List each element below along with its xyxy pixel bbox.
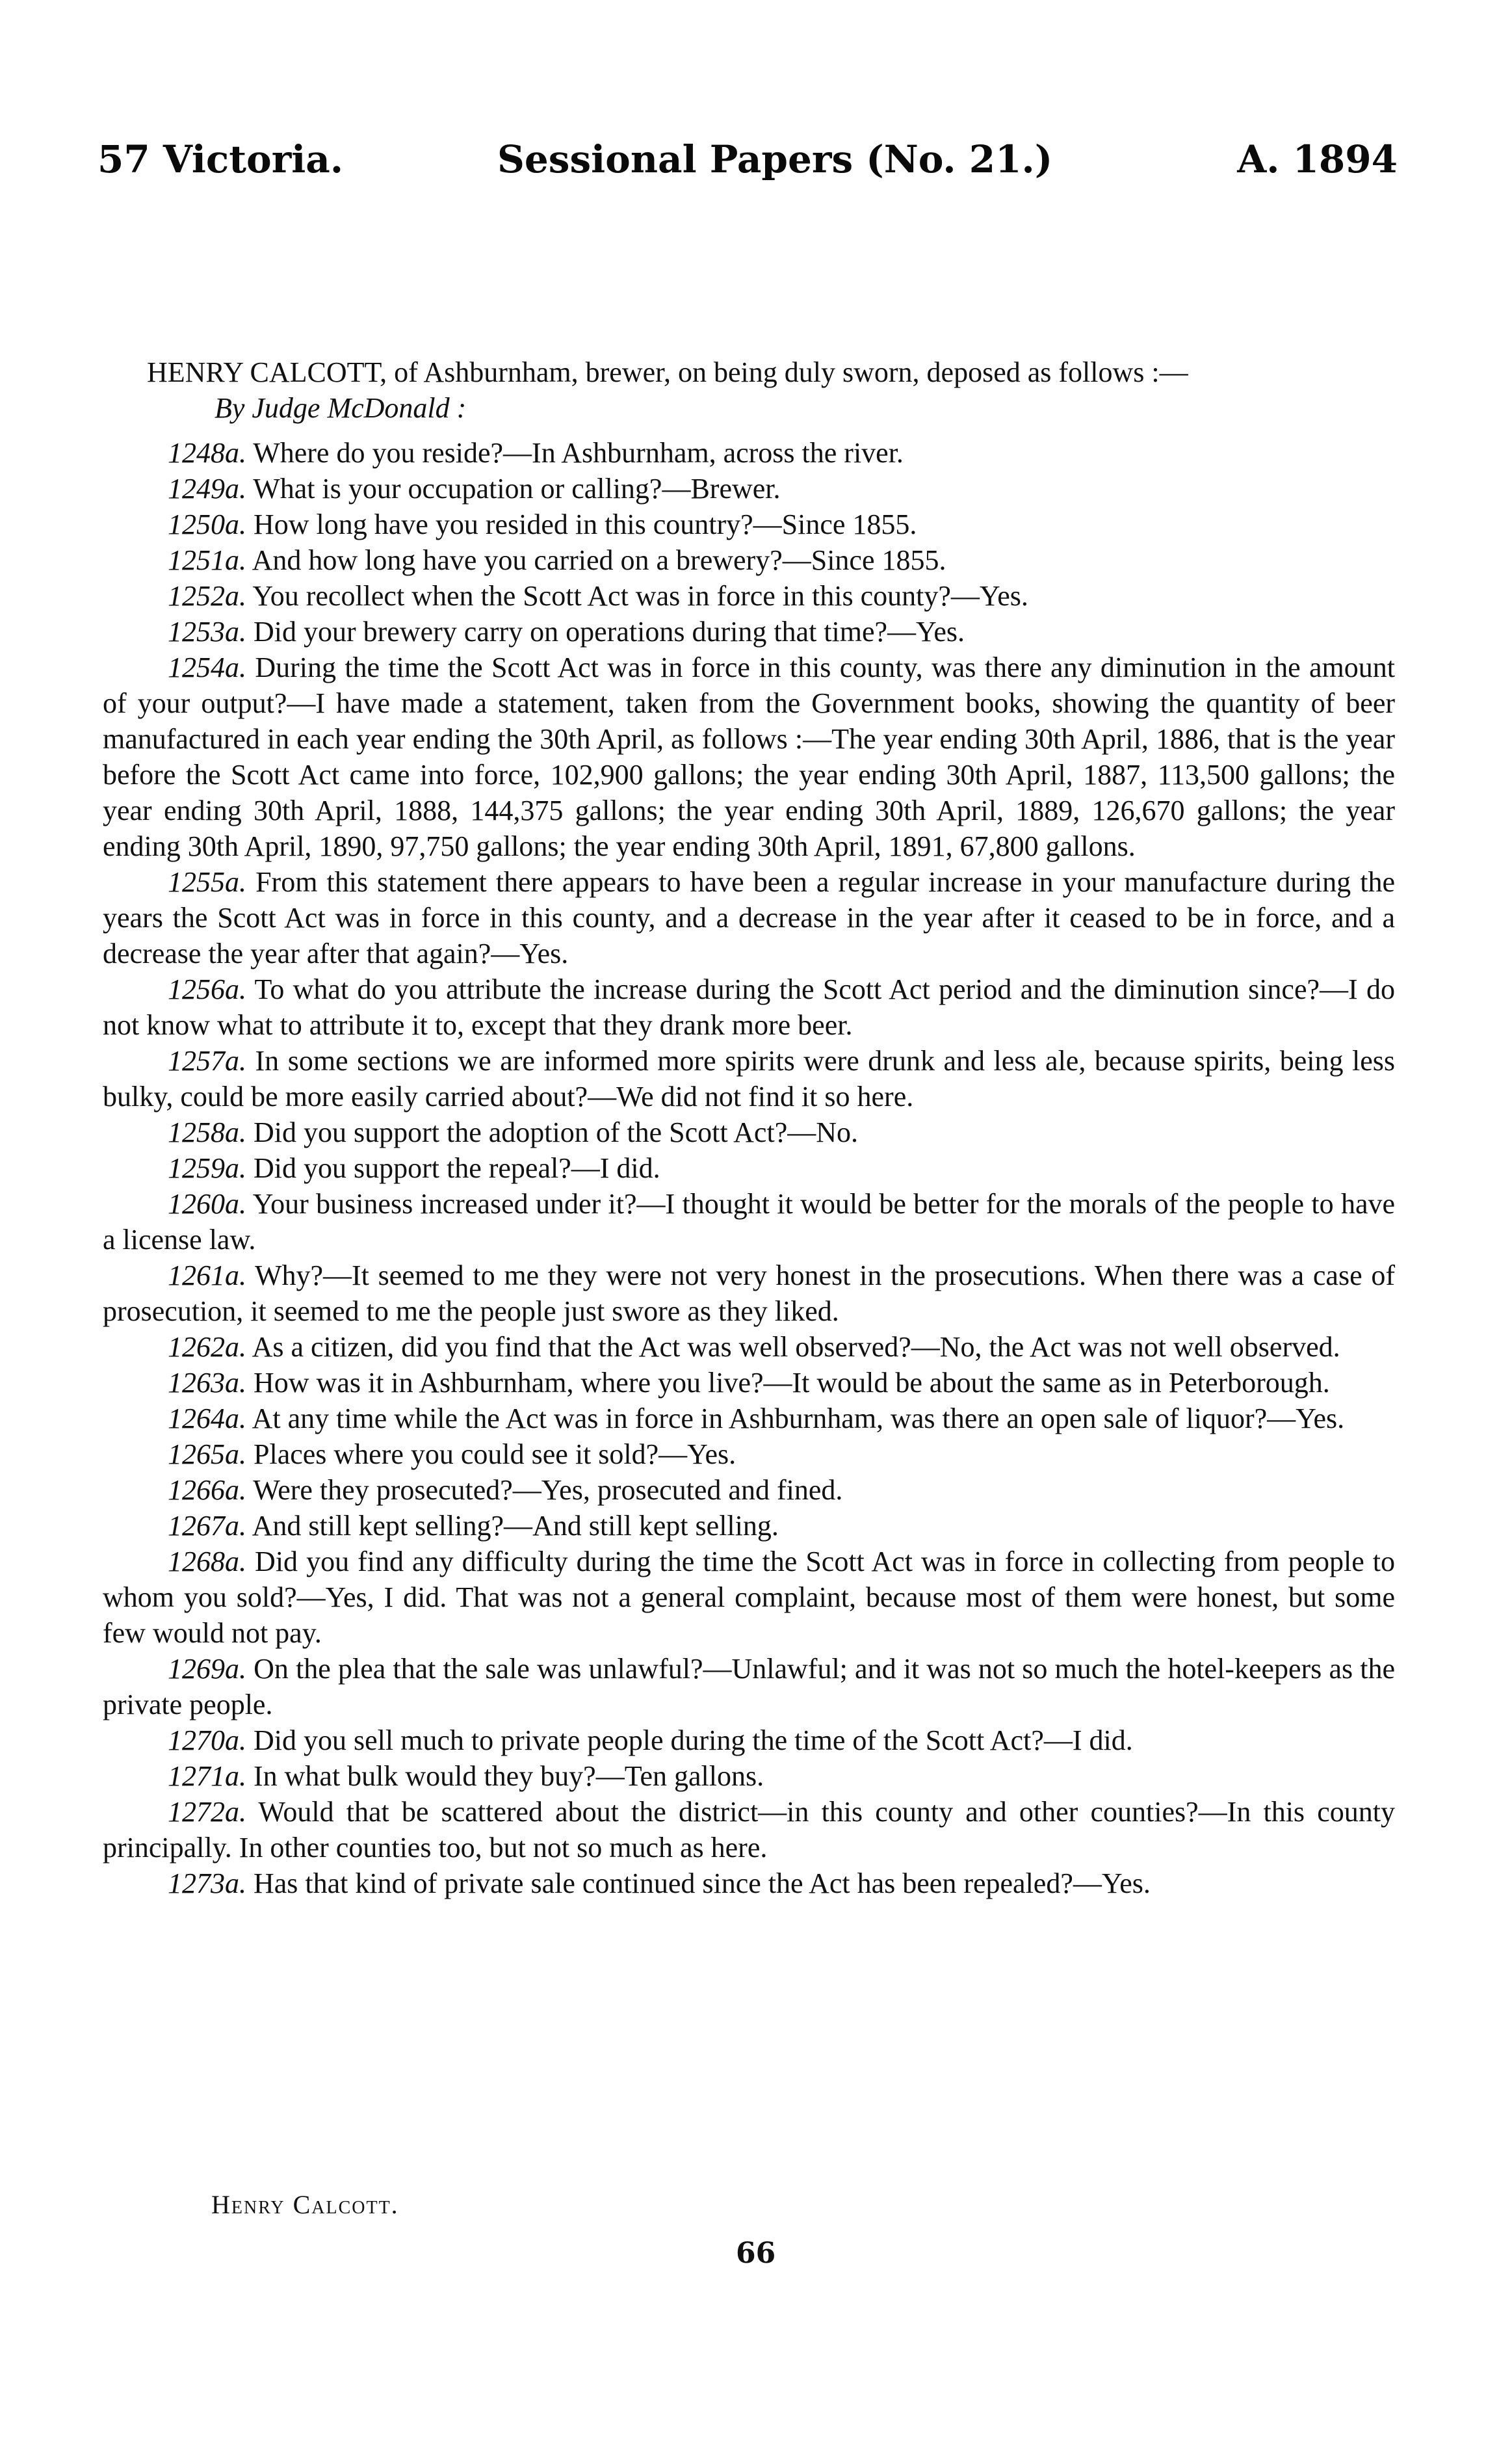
header-title: Sessional Papers (No. 21.) bbox=[497, 137, 1053, 181]
question-paragraph bbox=[103, 1186, 1395, 1258]
intro-paragraph: HENRY CALCOTT, of Ashburnham, brewer, on being duly sworn, deposed as follows :— bbox=[147, 356, 1188, 388]
question-text: Did you support the repeal?—I did. bbox=[254, 1152, 660, 1184]
witness-signature: Henry Calcott. bbox=[211, 2190, 399, 2219]
question-paragraph bbox=[103, 971, 1395, 1043]
question-text: Has that kind of private sale continued since the Act has been repealed?—Yes. bbox=[254, 1867, 1151, 1899]
question-number: 1250a. bbox=[168, 508, 246, 540]
question-paragraph bbox=[103, 1544, 1395, 1651]
question-number: 1269a. bbox=[168, 1653, 246, 1685]
question-text: Did you find any difficulty during the time the Scott Act was in force in collecting from people to whom you sold?—Yes, I did. That was not a general complaint, because most of them were honest, but some few would not pay. bbox=[103, 1546, 1396, 1649]
question-text: Your business increased under it?—I thought it would be better for the morals of the people to have a license law. bbox=[103, 1188, 1395, 1256]
question-paragraph bbox=[103, 864, 1395, 971]
question-paragraph bbox=[103, 1401, 1395, 1436]
question-text: From this statement there appears to have been a regular increase in your manufacture during the years the Scott Act was in force in this county, and a decrease in the year after it ceased to be in force, and a decrease the year after that again?—Yes. bbox=[103, 866, 1395, 969]
question-number: 1265a. bbox=[168, 1438, 246, 1470]
testimony-body bbox=[103, 354, 1395, 1901]
question-paragraph bbox=[103, 542, 1395, 578]
question-number: 1266a. bbox=[168, 1474, 246, 1506]
question-number: 1261a. bbox=[168, 1259, 246, 1291]
page-number: 66 bbox=[736, 2237, 776, 2270]
question-number: 1258a. bbox=[168, 1116, 246, 1148]
question-number: 1249a. bbox=[168, 473, 246, 505]
question-text: Would that be scattered about the district—in this county and other counties?—In this county principally. In other counties too, but not so much as here. bbox=[103, 1796, 1395, 1864]
question-number: 1251a. bbox=[168, 544, 246, 576]
question-text: How was it in Ashburnham, where you live?—It would be about the same as in Peterborough. bbox=[254, 1367, 1330, 1399]
question-number: 1271a. bbox=[168, 1760, 246, 1792]
question-number: 1256a. bbox=[168, 973, 246, 1005]
question-text: In what bulk would they buy?—Ten gallons. bbox=[254, 1760, 764, 1792]
question-number: 1248a. bbox=[168, 437, 246, 469]
question-number: 1270a. bbox=[168, 1724, 246, 1756]
question-text: And how long have you carried on a brewery?—Since 1855. bbox=[252, 544, 946, 576]
question-number: 1264a. bbox=[168, 1403, 246, 1434]
question-text: Why?—It seemed to me they were not very honest in the prosecutions. When there was a case of prosecution, it seemed to me the people just swore as they liked. bbox=[103, 1259, 1395, 1327]
question-paragraph bbox=[103, 1365, 1395, 1401]
examiner-byline: By Judge McDonald : bbox=[215, 392, 467, 424]
question-text: Places where you could see it sold?—Yes. bbox=[254, 1438, 736, 1470]
header-year: A. 1894 bbox=[1237, 137, 1398, 181]
question-text: Did you sell much to private people during the time of the Scott Act?—I did. bbox=[254, 1724, 1133, 1756]
question-text: To what do you attribute the increase during the Scott Act period and the diminution since?—I do not know what to attribute it to, except that they drank more beer. bbox=[103, 973, 1395, 1041]
question-text: Did your brewery carry on operations during that time?—Yes. bbox=[254, 616, 965, 648]
question-number: 1254a. bbox=[168, 652, 246, 683]
question-text: During the time the Scott Act was in force in this county, was there any diminution in the amount of your output?—I have made a statement, taken from the Government books, showing the quantity of beer manufactured in each year ending the 30th April, as follows :—The year ending 30th April, 1886, that is the year before the Scott Act came into force, 102,900 gallons; the year ending 30th April, 1887, 113,500 gallons; the year ending 30th April, 1888, 144,375 gallons; the year ending 30th April, 1889, 126,670 gallons; the year ending 30th April, 1890, 97,750 gallons; the year ending 30th April, 1891, 67,800 gallons. bbox=[103, 652, 1395, 862]
question-number: 1255a. bbox=[168, 866, 246, 898]
question-text: At any time while the Act was in force in Ashburnham, was there an open sale of liquor?—Yes. bbox=[252, 1403, 1345, 1434]
question-paragraph bbox=[103, 1508, 1395, 1544]
question-text: Did you support the adoption of the Scott Act?—No. bbox=[254, 1116, 858, 1148]
question-number: 1253a. bbox=[168, 616, 246, 648]
question-text: You recollect when the Scott Act was in force in this county?—Yes. bbox=[252, 580, 1028, 612]
question-paragraph bbox=[103, 1722, 1395, 1758]
question-number: 1260a. bbox=[168, 1188, 246, 1220]
question-text: As a citizen, did you find that the Act was well observed?—No, the Act was not well observed. bbox=[252, 1331, 1340, 1363]
question-paragraph bbox=[103, 650, 1395, 864]
question-text: And still kept selling?—And still kept selling. bbox=[252, 1510, 779, 1542]
question-paragraph bbox=[103, 1758, 1395, 1794]
question-text: What is your occupation or calling?—Brewer. bbox=[253, 473, 781, 505]
question-paragraph bbox=[103, 471, 1395, 507]
question-text: On the plea that the sale was unlawful?—Unlawful; and it was not so much the hotel-keepers as the private people. bbox=[103, 1653, 1396, 1720]
question-text: Were they prosecuted?—Yes, prosecuted and fined. bbox=[253, 1474, 843, 1506]
question-paragraph bbox=[103, 614, 1395, 650]
header-volume: 57 Victoria. bbox=[98, 137, 344, 181]
question-paragraph bbox=[103, 507, 1395, 542]
question-number: 1252a. bbox=[168, 580, 246, 612]
running-header bbox=[98, 133, 1398, 185]
question-number: 1259a. bbox=[168, 1152, 246, 1184]
question-paragraph bbox=[103, 1114, 1395, 1150]
question-number: 1262a. bbox=[168, 1331, 246, 1363]
question-text: Where do you reside?—In Ashburnham, across the river. bbox=[253, 437, 904, 469]
question-number: 1273a. bbox=[168, 1867, 246, 1899]
question-paragraph bbox=[103, 1329, 1395, 1365]
question-paragraph bbox=[103, 578, 1395, 614]
question-text: How long have you resided in this country?—Since 1855. bbox=[254, 508, 917, 540]
question-paragraph bbox=[103, 1865, 1395, 1901]
question-text: In some sections we are informed more spirits were drunk and less ale, because spirits, being less bulky, could be more easily carried about?—We did not find it so here. bbox=[103, 1045, 1396, 1113]
question-paragraph bbox=[103, 1651, 1395, 1722]
question-number: 1268a. bbox=[168, 1546, 246, 1577]
question-paragraph bbox=[103, 435, 1395, 471]
question-paragraph bbox=[103, 1043, 1395, 1114]
question-number: 1257a. bbox=[168, 1045, 246, 1077]
question-paragraph bbox=[103, 1258, 1395, 1329]
question-list bbox=[103, 435, 1395, 1901]
question-number: 1263a. bbox=[168, 1367, 246, 1399]
question-number: 1272a. bbox=[168, 1796, 246, 1828]
question-paragraph bbox=[103, 1472, 1395, 1508]
question-paragraph bbox=[103, 1794, 1395, 1865]
question-number: 1267a. bbox=[168, 1510, 246, 1542]
question-paragraph bbox=[103, 1150, 1395, 1186]
question-paragraph bbox=[103, 1436, 1395, 1472]
